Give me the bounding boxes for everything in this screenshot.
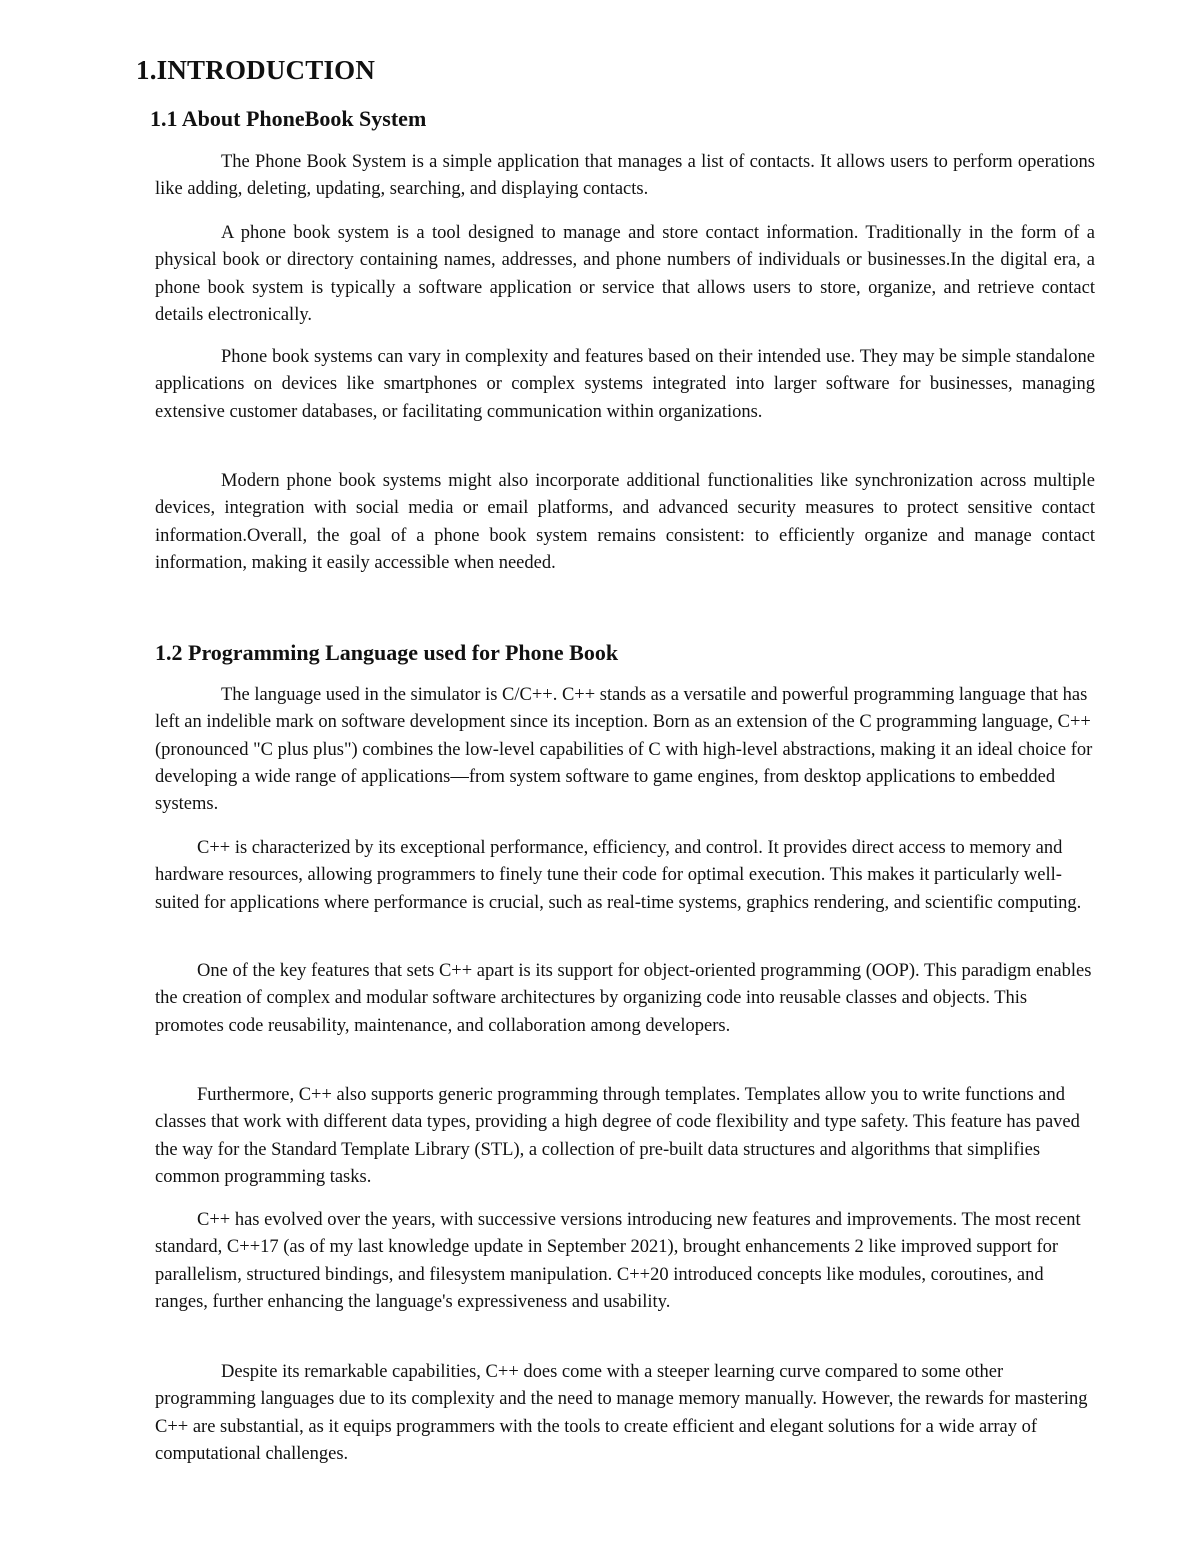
paragraph: Modern phone book systems might also incorporate additional functionalities like synchronization across multiple devices, integration with social media or email platforms, and advanced security measures to protect sensitive contact information.Overall, the goal of a phone book system remains consistent: to efficiently organize and manage contact information, making it easily accessible when needed. [155, 471, 1095, 573]
paragraph: A phone book system is a tool designed to manage and store contact information. Traditionally in the form of a physical book or directory containing names, addresses, and phone numbers of individuals or businesses.In the digital era, a phone book system is typically a software application or service that allows users to store, organize, and retrieve contact details electronically. [155, 223, 1095, 325]
paragraph: C++ has evolved over the years, with successive versions introducing new features and improvements. The most recent standard, C++17 (as of my last knowledge update in September 2021), brought enhancements 2 like improved support for parallelism, structured bindings, and filesystem manipulation. C++20 introduced concepts like modules, coroutines, and ranges, further enhancing the language's expressiveness and usability. [155, 1210, 1081, 1312]
paragraph: The Phone Book System is a simple application that manages a list of contacts. It allows users to perform operations like adding, deleting, updating, searching, and displaying contacts. [155, 152, 1095, 200]
section-heading-language: 1.2 Programming Language used for Phone Book [155, 640, 619, 665]
paragraph: Despite its remarkable capabilities, C++ does come with a steeper learning curve compared to some other programming languages due to its complexity and the need to manage memory manually. However, the rewards for mastering C++ are substantial, as it equips programmers with the tools to create efficient and elegant solutions for a wide array of computational challenges. [155, 1362, 1088, 1464]
section-heading-about: 1.1 About PhoneBook System [150, 106, 427, 131]
paragraph: The language used in the simulator is C/C++. C++ stands as a versatile and powerful programming language that has left an indelible mark on software development since its inception. Born as an extension of the C programming language, C++ (pronounced "C plus plus") combines the low-level capabilities of C with high-level abstractions, making it an ideal choice for developing a wide range of applications—from system software to game engines, from desktop applications to embedded systems. [155, 685, 1093, 815]
paragraph: Phone book systems can vary in complexity and features based on their intended use. They may be simple standalone applications on devices like smartphones or complex systems integrated into larger software for businesses, managing extensive customer databases, or facilitating communication within organizations. [155, 347, 1095, 422]
paragraph: Furthermore, C++ also supports generic programming through templates. Templates allow you to write functions and classes that work with different data types, providing a high degree of code flexibility and type safety. This feature has paved the way for the Standard Template Library (STL), a collection of pre-built data structures and algorithms that simplifies common programming tasks. [155, 1085, 1080, 1187]
document-title: 1.INTRODUCTION [136, 55, 376, 85]
paragraph: C++ is characterized by its exceptional performance, efficiency, and control. It provides direct access to memory and hardware resources, allowing programmers to finely tune their code for optimal execution. This makes it particularly well-suited for applications where performance is crucial, such as real-time systems, graphics rendering, and scientific computing. [155, 838, 1082, 913]
paragraph: One of the key features that sets C++ apart is its support for object-oriented programming (OOP). This paradigm enables the creation of complex and modular software architectures by organizing code into reusable classes and objects. This promotes code reusability, maintenance, and collaboration among developers. [155, 961, 1092, 1036]
